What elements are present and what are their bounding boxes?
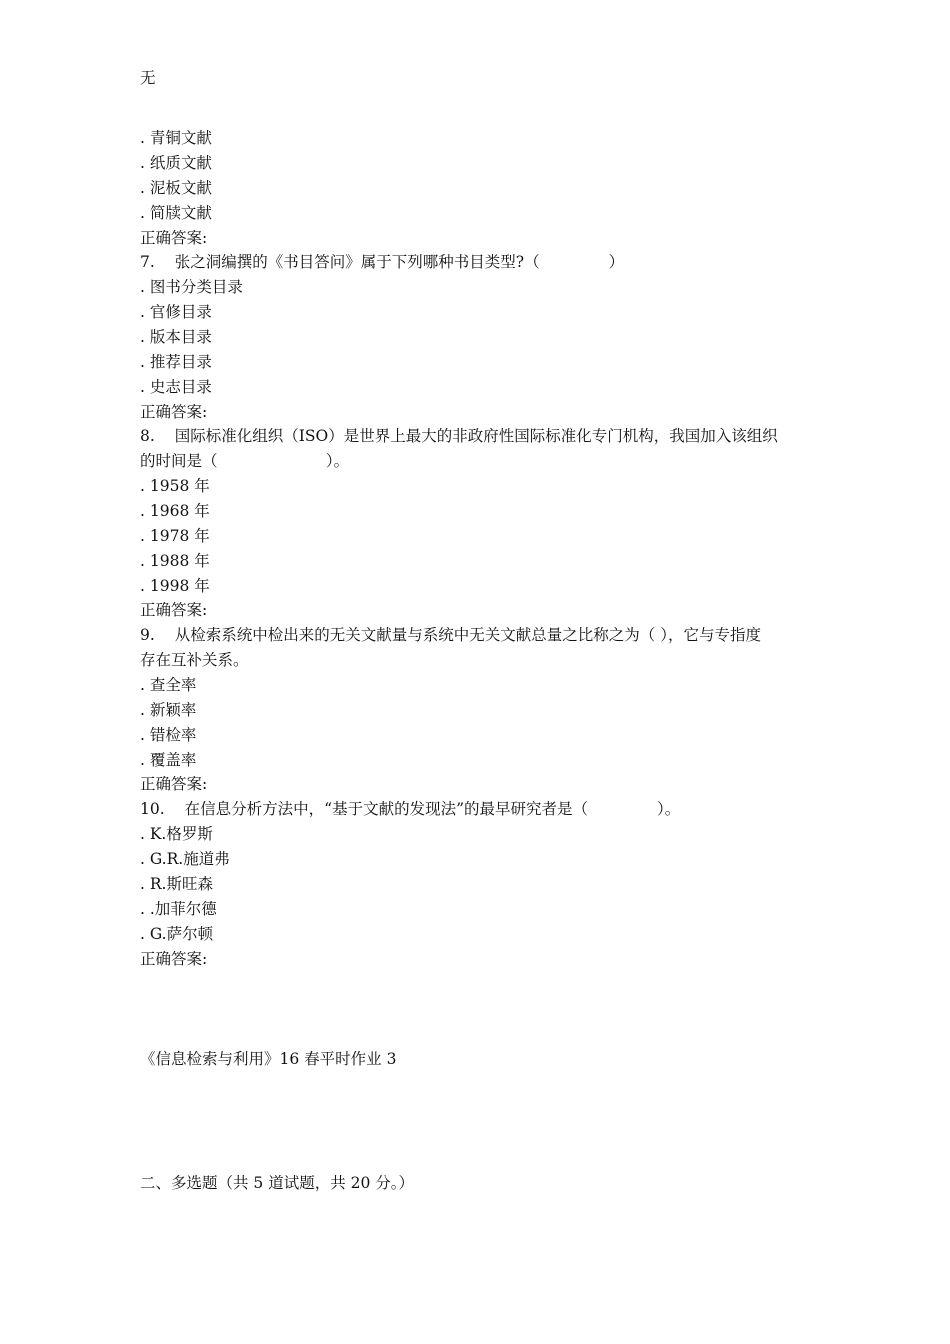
q7-answer-label: 正确答案: — [140, 403, 208, 421]
q9-text-line2: 存在互补关系。 — [140, 651, 249, 669]
q7-option-e: . 史志目录 — [140, 378, 212, 396]
q10-question — [140, 799, 680, 821]
assignment-title: 《信息检索与利用》16 春平时作业 3 — [140, 1050, 397, 1068]
q9-number: 9. — [140, 626, 155, 644]
q9-option-b: . 新颖率 — [140, 701, 197, 719]
q6-answer-label: 正确答案: — [140, 229, 208, 247]
section-heading: 二、多选题（共 5 道试题，共 20 分。） — [140, 1174, 415, 1192]
q9-answer-label: 正确答案: — [140, 775, 208, 793]
q6-option-c: . 泥板文献 — [140, 179, 212, 197]
q7-number: 7. — [140, 253, 155, 271]
q10-option-e: . G.萨尔顿 — [140, 925, 214, 943]
q7-option-d: . 推荐目录 — [140, 353, 212, 371]
q6-option-d: . 简牍文献 — [140, 204, 212, 222]
q10-text: 在信息分析方法中，“基于文献的发现法”的最早研究者是（ ）。 — [184, 800, 681, 818]
q8-option-b: . 1968 年 — [140, 502, 210, 520]
q10-option-d: . .加菲尔德 — [140, 900, 217, 918]
q9-option-d: . 覆盖率 — [140, 751, 197, 769]
q8-question — [140, 426, 778, 448]
q8-number: 8. — [140, 427, 155, 445]
q10-option-b: . G.R.施道弗 — [140, 850, 230, 868]
q8-text-line2: 的时间是（ ）。 — [140, 452, 350, 470]
q6-option-b: . 纸质文献 — [140, 154, 212, 172]
q7-question — [140, 252, 624, 274]
q10-option-c: . R.斯旺森 — [140, 875, 213, 893]
q8-option-e: . 1998 年 — [140, 577, 210, 595]
q10-option-a: . K.格罗斯 — [140, 825, 213, 843]
q8-option-a: . 1958 年 — [140, 477, 210, 495]
q7-option-b: . 官修目录 — [140, 303, 212, 321]
q6-option-a: . 青铜文献 — [140, 129, 212, 147]
q8-option-d: . 1988 年 — [140, 552, 210, 570]
q9-text-line1: 从检索系统中检出来的无关文献量与系统中无关文献总量之比称之为（ ），它与专指度 — [174, 626, 761, 644]
q7-option-c: . 版本目录 — [140, 328, 212, 346]
q10-number: 10. — [140, 800, 165, 818]
q8-text-line1: 国际标准化组织（ISO）是世界上最大的非政府性国际标准化专门机构，我国加入该组织 — [174, 427, 778, 445]
previous-answer-text: 无 — [140, 69, 156, 87]
q9-option-a: . 查全率 — [140, 676, 197, 694]
q7-option-a: . 图书分类目录 — [140, 278, 243, 296]
q9-question — [140, 625, 761, 647]
q10-answer-label: 正确答案: — [140, 950, 208, 968]
q7-text: 张之洞编撰的《书目答问》属于下列哪种书目类型?（ ） — [174, 253, 625, 271]
q9-option-c: . 错检率 — [140, 726, 197, 744]
q8-answer-label: 正确答案: — [140, 601, 208, 619]
q8-option-c: . 1978 年 — [140, 527, 210, 545]
